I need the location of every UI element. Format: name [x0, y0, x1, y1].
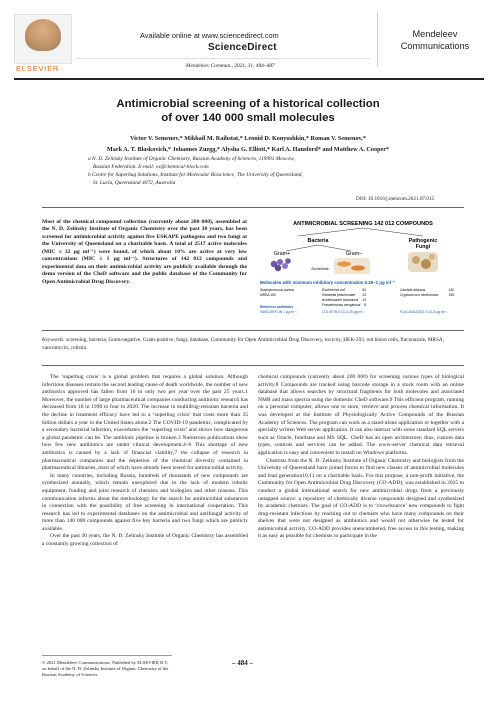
body-right-column [258, 374, 464, 541]
gram-negative-label: Gram– [345, 251, 363, 257]
header-divider [77, 58, 370, 59]
gp-organism-1: Staphylococcus aureus [260, 288, 295, 292]
journal-title-line2: Communications [400, 41, 470, 51]
gn-value-3: 14 [362, 298, 366, 302]
left-paragraph-1: The ‘superbug crisis’ is a global problem that requires a global solution. Although infectious diseases remain the second leading cause of death worldwide, the number of new antibiotics approved has fallen from 16 to only two per year over the past 25 years.1 Moreover, the number of large pharmaceutical companies conducting antibiotic research has decreased from 18 in 1990 to four in 2020. The increase in multidrug-resistant bacteria and the decline in treatment efficacy have led to a ‘superbug crisis’ that costs more than 35 billion dollars a year in the United States alone.2 The COVID-19 pandemic, complicated by a secondary bacterial infection, exacerbates the ‘superbug crisis’ and shows how dangerous a global pandemic can be. The antibiotic pipeline is broken.3 Numerous publications show how few new antibiotics are under clinical development.4–6 This shortage of new antibiotics is caused by a lack of financial viability,7 the collapse of research in pharmaceutical companies and the depletion of the chemical diversity contained in pharmaceutical libraries, most of which have already been tested for antimicrobial activity. [42, 374, 248, 472]
fungus-1: Candida albicans [400, 288, 426, 292]
gram-positive-label: Gram+ [273, 251, 291, 257]
elsevier-tree-logo [14, 14, 72, 64]
copyright-line1: © 2021 Mendeleev Communications. Published by ELSEVIER B.V. [42, 660, 169, 665]
fungus-2: Cryptococcus neoformans [400, 293, 439, 297]
sciencedirect-logo-text: ScienceDirect [208, 42, 277, 53]
available-online-text: Available online at www.sciencedirect.com [140, 31, 279, 40]
article-title [60, 97, 436, 125]
graphic-title: ANTIMICROBIAL SCREENING 142 012 COMPOUNDS [293, 221, 433, 227]
body-top-rule [42, 365, 464, 366]
title-line1: Antimicrobial screening of a historical collection [116, 98, 380, 110]
author-list [54, 133, 442, 155]
gn-value-1: 54 [362, 288, 366, 292]
bacteria-label: Bacteria [307, 238, 329, 244]
reference-vancomycin: VANCOMYCIN 1 μg ml⁻¹ [260, 310, 297, 314]
reference-fluconazole: FLUCONAZOLE 0.13–8 μg ml⁻¹ [400, 310, 448, 314]
keywords-top-rule [42, 330, 464, 331]
affiliations [88, 155, 428, 187]
right-paragraph-1: chemical compounds (currently about 200 000) for screening various types of biological activity.8 Compounds are tracked using barcode storage in a stock room with an online database that allows searches by structural fragments for both molecules and associated NMR and mass spectra using the domestic ChеD software.9 This efficient program, running on a personal computer, allows one to store, retrieve and process chemical information. It was developed at the Institute of Physiologically Active Compounds of the Russian Academy of Sciences. The program can work as a stand-alone application or together with a specially written Web server application. It can also interact with some standard SQL servers such as Oracle, Interbase and MS SQL. ChеD has an open architecture; thus, custom data types, controls and services can be added. The www-server chemical data retrieval application is easy and convenient to install on Windows platforms. [258, 374, 464, 456]
copyright-notice [42, 660, 222, 679]
affiliation-b-line2: St. Lucia, Queensland 4072, Australia [93, 180, 176, 186]
doi-link[interactable]: DOI: 10.1016/j.mencom.2021.07.015 [356, 196, 435, 202]
right-paragraph-2: Chemists from the N. D. Zelinsky Institute of Organic Chemistry and biologists from the University of Queensland have joined forces to find new classes of antimicrobial molecules and lead generation10,11 on a charitable basis. For this purpose, a non-profit initiative, the Community for Open Antimicrobial Drug Discovery (CO-ADD), was established in 2015 to conduct a global international search for new antimicrobial drugs from a previously untapped source: a repository of chemically diverse compounds designed and synthesized by academic chemists. The goal of CO-ADD is to ‘crowdsource’ new compounds to fight drug-resistant infections by reaching out to chemists who have many compounds on their shelves that were not designed as antibiotics and would not otherwise be tested for antimicrobial activity. CO-ADD provides unencumbered, free access to this testing, making it as easy as possible for chemists to participate in the [258, 457, 464, 540]
keywords [42, 336, 464, 352]
arrow-to-fungi [363, 228, 423, 236]
gn-organism-3: Acinetobacter baumannii [322, 298, 359, 302]
authors-line1: Victor V. Semenov,* Mikhail M. Raihstat,* Leonid D. Konyushkin,* Roman V. Semenov,* [130, 135, 366, 142]
reference-colistin: COLISTIN 0.13–0.25 μg ml⁻¹ [322, 310, 365, 314]
gn-organism-4: Pseudomonas aeruginosa [322, 303, 361, 307]
gn-organism-1: Escherichia coli [322, 288, 345, 292]
fungi-label-1: Pathogenic [408, 238, 438, 244]
left-paragraph-2: In many countries, including Russia, hundreds of thousands of new compounds are synthesized annually, which remain unexplored due to the lack of modern robotic equipment, funding and joint research of chemists and biologists and other reasons. This communication informs about the methodology for the search for antimicrobial substances in connection with the possibility of free screening in international cooperation. This research has led to experimental databases on the antimicrobial and antifungal activity of more than 140 000 compounds against five key bacteria and two fungi which are publicly available. [42, 472, 248, 532]
affiliation-a-line2: Russian Federation. E-mail: vs@chemical-block.com [93, 164, 209, 170]
fungus-value-1: 130 [448, 288, 454, 292]
journal-title-line1: Mendeleev [412, 29, 458, 39]
mic-heading: Molecules with minimum inhibitory concentration 0.25–1 μg ml⁻¹ [260, 280, 395, 285]
affiliation-a-line1: a N. D. Zelinsky Institute of Organic Chemistry, Russian Academy of Sciences, 119991 Moscow, [88, 156, 295, 162]
graphical-abstract [258, 218, 468, 320]
journal-citation: Mendeleev Commun., 2021, 31, 484–487 [186, 63, 275, 69]
copyright-line2: on behalf of the N. D. Zelinsky Institute of Organic Chemistry of the [42, 666, 169, 672]
keywords-label: Keywords: [42, 337, 65, 343]
affiliation-b-line1: b Centre for Superbug Solutions, Institute for Molecular Bioscience, The University of Queensland, [88, 172, 303, 178]
keywords-list: screening, bacteria, Gram-negative, Gram-positive, fungi, database, Community for Open Antimicrobial Drug Discovery, toxicity, HEK-293, red blood cells, fluconazole, MRSA, vancomycin, colistin. [42, 337, 445, 351]
gram-negative-bacteria-image [334, 258, 370, 274]
footer-rule [42, 655, 172, 656]
reference-antibiotics-heading: Reference antibiotics [260, 305, 294, 309]
authors-line2: Mark A. T. Blaskovich,* Johannes Zuegg,* Alysha G. Elliott,* Karl A. Hansford* and Matthew A. Cooper* [106, 146, 390, 153]
gn-value-2: 23 [362, 293, 366, 297]
fungi-label-2: Fungi [415, 244, 431, 250]
copyright-line3: Russian Academy of Sciences. [42, 672, 99, 678]
left-paragraph-3: Over the past 30 years, the N. D. Zelinsky Institute of Organic Chemistry has assembled a constantly growing collection of [42, 533, 248, 548]
arrow-gram-pos [286, 245, 318, 251]
abstract-top-rule [42, 207, 464, 208]
arrow-to-bacteria [298, 228, 363, 236]
abstract-text: Most of the chemical compound collection (currently about 200 000), assembled at the N. D. Zelinsky Institute of Organic Chemistry over the past 30 years, has been screened for antimicrobial activity against five ESKAPE pathogens and two fungi at the University of Queensland on a charitable basis. A total of 2517 active molecules (MIC ≤ 32 μg ml⁻¹) were found, of which about 10% are active at very low concentrations (MIC ≤ 1 μg ml⁻¹). Structures of 142 012 compounds and experimental data on their antimicrobial activity are publicly available through the demo version of the CheD software and the public database of the Community for Open Antimicrobial Drug Discovery. [42, 219, 247, 285]
fungus-value-2: 195 [448, 293, 454, 297]
body-left-column [42, 374, 248, 549]
gp-organism-2: MRSA 150 [260, 293, 276, 297]
page-number: – 484 – [232, 659, 253, 667]
title-line2: of over 140 000 small molecules [161, 112, 335, 124]
fungi-image [408, 252, 438, 272]
header-rule [14, 78, 484, 80]
gram-positive-bacteria-image [271, 258, 291, 271]
gn-organism-2: Klebsiella pneumoniae [322, 293, 356, 297]
publisher-name: ELSEVIER [16, 64, 60, 73]
journal-title [390, 28, 480, 52]
ecoli-image-tag: Escherichia [311, 267, 329, 271]
gn-value-4: 8 [364, 303, 366, 307]
